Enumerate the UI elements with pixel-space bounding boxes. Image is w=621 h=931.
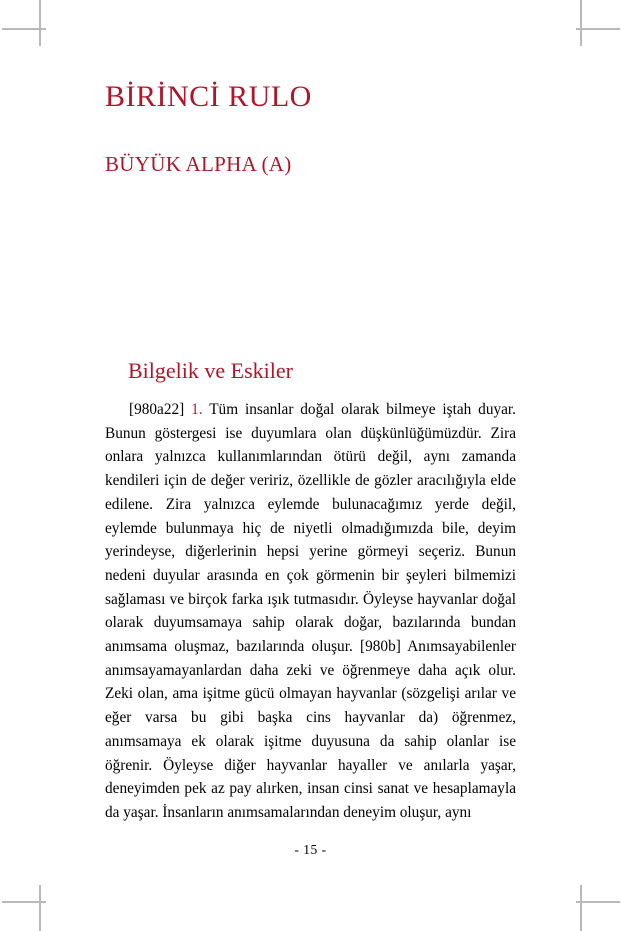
crop-mark-top-right-vertical [580, 0, 582, 46]
chapter-subtitle: BÜYÜK ALPHA (A) [105, 152, 292, 176]
crop-mark-bottom-left-vertical [39, 885, 41, 931]
body-text-part-1: Tüm insanlar doğal olarak bilmeye iştah duyar. Bunun göstergesi ise duyumlara olan düşkünlüğümüzdür. Zira onlara yalnızca kullanımlarından ötürü değil, aynı zamanda kendileri için de değer veririz, özellikle de gözler aracılığıyla elde edilene. Zira yalnızca eylemde bulunacağımız yerde değil, eylemde bulunmaya hiç de niyetli olmadığımızda bile, deyim yerindeyse, diğerlerinin hepsi yerine görmeyi seçeriz. Bunun nedeni duyular arasında en çok görmenin bir şeyleri bilmemizi sağlaması ve birçok farka ışık tutmasıdır. Öyleyse hayvanlar doğal olarak duyumsamaya sahip olarak doğar, bazılarında bundan anımsama oluşmaz, bazılarında oluşur. [105, 401, 516, 656]
page-content [105, 0, 516, 931]
crop-mark-bottom-right-vertical [580, 885, 582, 931]
crop-mark-top-right-horizontal [576, 28, 620, 30]
body-text-part-2: Anımsayabilenler anımsayamayanlardan daha zeki ve öğrenmeye daha açık olur. Zeki olan, ama işitme gücü olmayan hayvanlar (sözgelişi arılar ve eğer varsa bu gibi başka cins hayvanlar da) öğrenmez, anımsamaya ek olarak işitme duyusuna da sahip olanlar ise öğrenir. Öyleyse diğer hayvanlar hayaller ve anılarla yaşar, deneyimden pek az pay alırken, insan cinsi sanat ve hesaplamayla da yaşar. İnsanların anımsamalarından deneyim oluşur, aynı [105, 638, 516, 821]
section-heading: Bilgelik ve Eskiler [128, 358, 293, 383]
crop-mark-bottom-right-horizontal [576, 901, 620, 903]
crop-mark-bottom-left-horizontal [2, 901, 46, 903]
crop-mark-top-left-horizontal [2, 28, 46, 30]
chapter-title: BİRİNCİ RULO [105, 80, 312, 113]
bekker-reference-start: [980a22] [129, 401, 185, 418]
bekker-reference-inline: [980b] [360, 638, 401, 656]
body-paragraph [105, 398, 516, 825]
paragraph-number: 1. [191, 401, 203, 418]
page-number: - 15 - [294, 842, 327, 857]
crop-mark-top-left-vertical [39, 0, 41, 46]
